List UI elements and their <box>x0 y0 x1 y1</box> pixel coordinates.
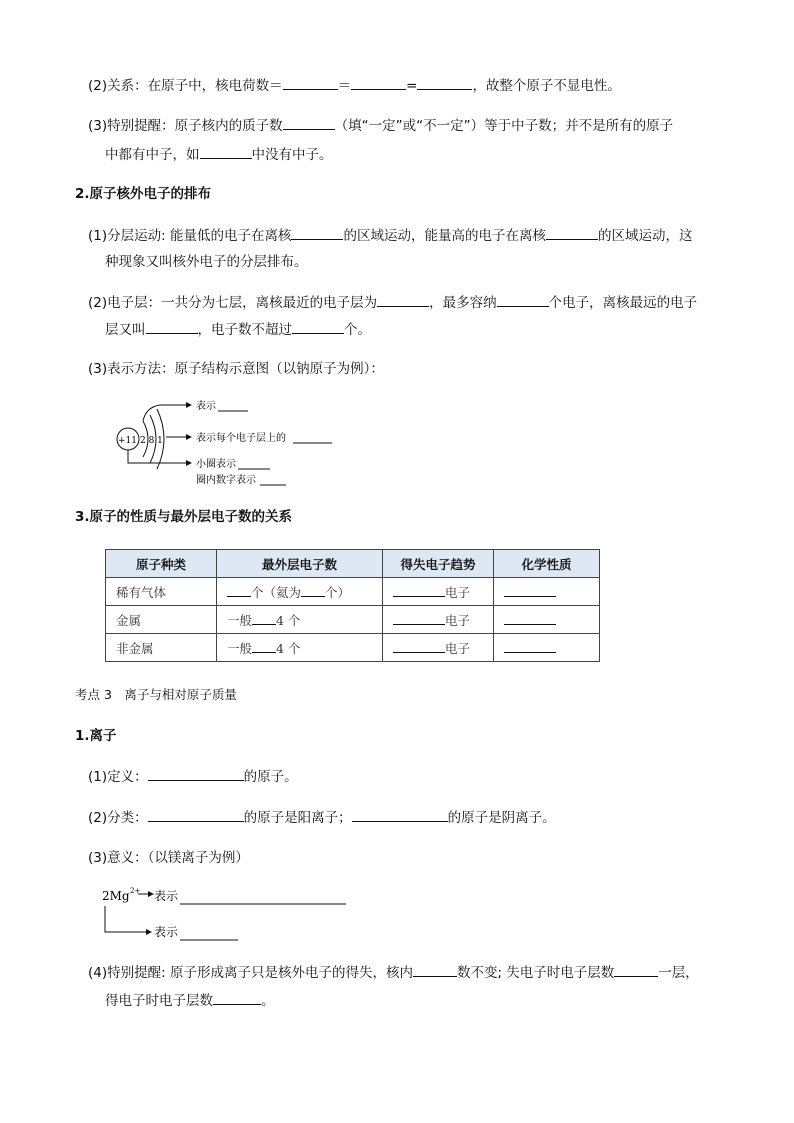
section-heading-ion: 1.离子 <box>75 728 117 744</box>
answer-blank[interactable] <box>393 639 445 653</box>
answer-blank[interactable] <box>377 293 429 307</box>
cell-text: 电子 <box>445 612 471 628</box>
table-row <box>106 606 600 634</box>
answer-blank[interactable] <box>252 639 276 653</box>
answer-blank[interactable] <box>283 76 338 90</box>
answer-blank[interactable] <box>504 611 556 625</box>
ion-text: (2)分类： <box>88 810 148 826</box>
mg-label-1: 表示 <box>154 889 179 903</box>
note-text: 中都有中子，如 <box>105 147 200 163</box>
table-header: 最外层电子数 <box>217 550 383 578</box>
electron-layers-line-2 <box>105 320 371 339</box>
answer-blank[interactable] <box>252 611 276 625</box>
cell-text: 4 个 <box>276 640 301 656</box>
arrow-head-mid <box>186 434 192 440</box>
ion-text: 的原子是阴离子。 <box>447 810 556 826</box>
cell-text: 4 个 <box>276 612 301 628</box>
outer-electron-cell <box>217 578 383 606</box>
trend-cell <box>383 634 494 662</box>
answer-blank[interactable] <box>291 226 343 240</box>
atom-kind-cell: 稀有气体 <box>106 578 217 606</box>
note-line-1 <box>88 116 673 135</box>
motion-text: (1)分层运动: 能量低的电子在离核 <box>88 228 292 244</box>
arrow-line-bottom <box>105 906 146 932</box>
trend-cell <box>383 578 494 606</box>
arrow-line-top <box>143 405 186 421</box>
diagram-label-small-circle: 小圈表示 <box>196 459 236 470</box>
outer-electron-cell <box>217 606 383 634</box>
cell-text: 一般 <box>227 640 253 656</box>
relation-line <box>88 76 621 95</box>
cell-text: 一般 <box>227 612 253 628</box>
exam-point-heading: 考点 3 离子与相对原子质量 <box>75 687 237 702</box>
answer-blank[interactable] <box>200 145 252 159</box>
table-header: 原子种类 <box>106 550 217 578</box>
atom-structure-diagram <box>110 393 350 493</box>
chemical-property-cell <box>494 606 600 634</box>
section-heading-properties: 3.原子的性质与最外层电子数的关系 <box>75 509 293 525</box>
ion-classification-line <box>88 808 556 827</box>
nucleus-label: +11 <box>118 436 137 446</box>
layers-text: 个电子，离核最远的电子 <box>548 295 698 311</box>
trend-cell <box>383 606 494 634</box>
mg-charge: 2+ <box>130 887 141 895</box>
atom-properties-table <box>105 549 600 662</box>
table-header: 化学性质 <box>494 550 600 578</box>
answer-blank[interactable] <box>614 963 658 977</box>
ion-note-line-2 <box>105 991 275 1010</box>
answer-blank[interactable] <box>546 226 598 240</box>
answer-blank[interactable] <box>417 76 472 90</box>
mg-label-2: 表示 <box>154 925 179 939</box>
note-text: (3)特别提醒：原子核内的质子数 <box>88 118 283 134</box>
diagram-label-mid: 表示每个电子层上的 <box>196 433 286 444</box>
atom-kind-cell: 金属 <box>106 606 217 634</box>
ion-definition-line <box>88 767 298 786</box>
atom-kind-cell: 非金属 <box>106 634 217 662</box>
answer-blank[interactable] <box>227 583 251 597</box>
cell-text: 个） <box>325 584 351 600</box>
ion-text: (4)特别提醒: 原子形成离子只是核外电子的得失，核内 <box>88 965 413 981</box>
answer-blank[interactable] <box>351 76 406 90</box>
equals-sign: = <box>406 78 418 94</box>
chemical-property-cell <box>494 578 600 606</box>
answer-blank[interactable] <box>292 320 344 334</box>
magnesium-ion-diagram <box>100 884 360 944</box>
answer-blank[interactable] <box>504 583 556 597</box>
section-heading-electron-arrangement: 2.原子核外电子的排布 <box>75 186 212 202</box>
layers-text: 层又叫 <box>105 322 146 338</box>
arrow-head-bottom <box>146 929 152 935</box>
answer-blank[interactable] <box>497 293 549 307</box>
note-text: 中没有中子。 <box>251 147 333 163</box>
ion-text: 数不变; 失电子时电子层数 <box>456 965 615 981</box>
answer-blank[interactable] <box>146 320 198 334</box>
ion-text: 的原子是阳离子； <box>243 810 352 826</box>
note-text: （填“一定”或“不一定”）等于中子数；并不是所有的原子 <box>334 118 674 134</box>
notation-line: (3)表示方法：原子结构示意图（以钠原子为例）： <box>88 361 384 377</box>
answer-blank[interactable] <box>413 963 457 977</box>
answer-blank[interactable] <box>213 991 261 1005</box>
cell-text: 个（氦为 <box>251 584 302 600</box>
answer-blank[interactable] <box>352 808 448 822</box>
diagram-label-digits: 圈内数字表示 <box>196 475 256 486</box>
answer-blank[interactable] <box>393 611 445 625</box>
ion-text: (1)定义： <box>88 769 148 785</box>
ion-text: 一层， <box>658 965 699 981</box>
electron-layers-line-1 <box>88 293 697 312</box>
table-header-row <box>106 550 600 578</box>
arrow-head-bottom <box>186 460 192 466</box>
answer-blank[interactable] <box>283 116 335 130</box>
chemical-property-cell <box>494 634 600 662</box>
ion-note-line-1 <box>88 963 699 982</box>
mg-formula: 2Mg <box>102 889 130 903</box>
table-row <box>106 578 600 606</box>
ion-meaning-line: (3)意义：（以镁离子为例） <box>88 850 249 866</box>
layered-motion-line-1 <box>88 226 692 245</box>
arrow-line-bottom <box>128 450 186 463</box>
equals-sign: ＝ <box>337 78 352 94</box>
answer-blank[interactable] <box>504 639 556 653</box>
cell-text: 电子 <box>445 640 471 656</box>
answer-blank[interactable] <box>148 767 244 781</box>
ion-text: 。 <box>261 993 275 1009</box>
motion-text: 的区域运动，能量高的电子在离核 <box>343 228 546 244</box>
cell-text: 电子 <box>445 584 471 600</box>
note-line-2 <box>105 145 333 164</box>
layers-text: (2)电子层：一共分为七层，离核最近的电子层为 <box>88 295 378 311</box>
answer-blank[interactable] <box>393 583 445 597</box>
relation-suffix: ，故整个原子不显电性。 <box>472 78 621 94</box>
outer-electron-cell <box>217 634 383 662</box>
answer-blank[interactable] <box>301 583 325 597</box>
layers-text: ，最多容纳 <box>429 295 497 311</box>
arrow-head-top <box>186 402 192 408</box>
diagram-label-top: 表示 <box>196 401 216 412</box>
table-header: 得失电子趋势 <box>383 550 494 578</box>
ion-text: 得电子时电子层数 <box>105 993 213 1009</box>
answer-blank[interactable] <box>148 808 244 822</box>
layered-motion-line-2: 种现象又叫核外电子的分层排布。 <box>105 254 308 270</box>
ion-text: 的原子。 <box>243 769 298 785</box>
electron-counts: 2 8 1 <box>140 436 163 446</box>
layers-text: ，电子数不超过 <box>197 322 292 338</box>
layers-text: 个。 <box>344 322 371 338</box>
table-row <box>106 634 600 662</box>
relation-text: (2)关系：在原子中，核电荷数＝ <box>88 78 283 94</box>
motion-text: 的区域运动，这 <box>597 228 693 244</box>
